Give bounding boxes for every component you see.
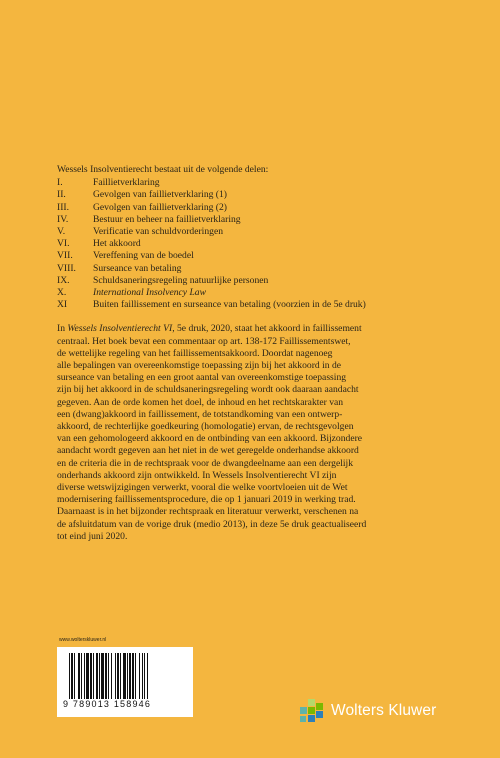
description-line: surseance van betaling en een groot aantal van overeenkomstige toepassing (57, 372, 347, 384)
description-line: onderhands akkoord zijn ontwikkeld. In Wessels Insolventierecht VI zijn (57, 469, 337, 481)
part-number: X. (57, 287, 67, 299)
isbn-number: 9 789013 158946 (63, 699, 152, 709)
parts-list (57, 177, 447, 311)
part-item (57, 177, 447, 189)
part-title: Buiten faillissement en surseance van betaling (voorzien in de 5e druk) (93, 299, 366, 311)
part-title: Gevolgen van faillietverklaring (2) (93, 201, 227, 213)
part-number: III. (57, 201, 69, 213)
barcode-bar (129, 653, 131, 699)
barcode-bar (78, 653, 80, 699)
barcode-bar (127, 653, 128, 699)
description-text: , 5e druk, 2020, staat het akkoord in faillissement (172, 323, 362, 335)
barcode-bar (135, 653, 136, 699)
description-line: alle bepalingen van overeenkomstige toepassing zijn bij het akkoord in de (57, 360, 341, 372)
book-description (57, 323, 447, 543)
part-item (57, 189, 447, 201)
logo-square-2 (316, 703, 323, 710)
description-line: diverse wetswijzigingen verwerkt, vooral die welke voortvloeien uit de Wet (57, 482, 348, 494)
description-line: tot eind juni 2020. (57, 530, 128, 542)
barcode-bar (120, 653, 121, 699)
barcode-bar (84, 653, 85, 699)
barcode-bar (108, 653, 109, 699)
description-line: modernisering faillissementsprocedure, die op 1 januari 2019 in werking trad. (57, 494, 356, 506)
logo-square-6 (308, 715, 315, 722)
part-title: Faillietverklaring (93, 177, 160, 189)
part-title: Gevolgen van faillietverklaring (1) (93, 189, 227, 201)
description-line: en de criteria die in de rechtspraak voor de dwangdeelname aan een dergelijk (57, 457, 354, 469)
part-title: Bestuur en beheer na faillietverklaring (93, 213, 241, 225)
part-number: VII. (57, 250, 73, 262)
part-number: I. (57, 177, 63, 189)
part-item (57, 226, 447, 238)
barcode-bar (111, 653, 112, 699)
barcode-bar (81, 653, 82, 699)
publisher-name: Wolters Kluwer (331, 702, 437, 719)
barcode-bar (147, 653, 148, 699)
description-line: aandacht wordt gegeven aan het niet in de wet geregelde onderhandse akkoord (57, 445, 359, 457)
part-title: Surseance van betaling (93, 262, 182, 274)
description-line: centraal. Het boek bevat een commentaar op art. 138-172 Faillissementswet, (57, 335, 351, 347)
logo-square-4 (308, 707, 315, 714)
description-line: Daarnaast is in het bijzonder rechtspraak en literatuur verwerkt, verschenen na (57, 506, 359, 518)
part-number: IV. (57, 213, 69, 225)
part-item (57, 250, 447, 262)
description-line: een (dwang)akkoord in faillissement, de totstandkoming van een ontwerp- (57, 408, 343, 420)
part-number: XI (57, 299, 68, 311)
description-line: van een gehomologeerd akkoord en de ontbinding van een akkoord. Bijzondere (57, 433, 363, 445)
description-line: akkoord, de rechterlijke goedkeuring (homologatie) ervan, de rechtsgevolgen (57, 421, 354, 433)
logo-square-1 (308, 699, 315, 706)
barcode-bar (93, 653, 94, 699)
barcode-bar (99, 653, 100, 699)
barcode-bar (132, 653, 134, 699)
barcode-bar (71, 653, 73, 699)
part-title: Vereffening van de boedel (93, 250, 194, 262)
barcode-bar (96, 653, 98, 699)
barcode-bar (123, 653, 126, 699)
part-item (57, 287, 447, 299)
barcode-bar (86, 653, 89, 699)
description-line (57, 323, 447, 335)
description-line: de afsluitdatum van de vorige druk (medio 2013), in deze 5e druk geactualiseerd (57, 518, 367, 530)
book-title: Wessels Insolventierecht VI (67, 323, 173, 335)
description-line: de wettelijke regeling van het faillissementsakkoord. Doordat nagenoeg (57, 347, 333, 359)
barcode-bar (142, 653, 143, 699)
barcode-bar (74, 653, 75, 699)
back-cover-text (57, 164, 447, 543)
part-item (57, 263, 447, 275)
part-number: II. (57, 189, 66, 201)
barcode-bar (115, 653, 116, 699)
description-line: zijn bij het akkoord in de schuldsaneringsregeling wordt ook daaraan aandacht (57, 384, 359, 396)
publisher-logo (299, 698, 436, 724)
part-item (57, 238, 447, 250)
description-prefix: In (57, 323, 68, 335)
logo-square-7 (300, 716, 306, 722)
part-item (57, 202, 447, 214)
barcode-bar (117, 653, 119, 699)
part-item (57, 275, 447, 287)
barcode-bar (69, 653, 70, 699)
description-line: gegeven. Aan de orde komen het doel, de inhoud en het rechtskarakter van (57, 396, 344, 408)
part-title: Het akkoord (93, 238, 141, 250)
part-number: IX. (57, 274, 70, 286)
part-item (57, 214, 447, 226)
logo-square-3 (300, 707, 307, 714)
website-url: www.wolterskluwer.nl (59, 637, 107, 643)
barcode-bars (69, 653, 181, 699)
part-item (57, 299, 447, 311)
barcode-bar (144, 653, 145, 699)
barcode-bar (105, 653, 107, 699)
part-number: VI. (57, 238, 70, 250)
barcode-bar (90, 653, 92, 699)
parts-intro: Wessels Insolventierecht bestaat uit de volgende delen: (57, 164, 269, 175)
part-title: Verificatie van schuldvorderingen (93, 226, 223, 238)
barcode (57, 647, 193, 717)
part-number: V. (57, 226, 66, 238)
part-title: Schuldsaneringsregeling natuurlijke personen (93, 274, 269, 286)
barcode-bar (101, 653, 104, 699)
barcode-bar (139, 653, 140, 699)
wolters-kluwer-logo-icon (299, 698, 325, 724)
logo-square-5 (316, 711, 323, 718)
part-number: VIII. (57, 262, 76, 274)
part-title: International Insolvency Law (93, 287, 206, 299)
